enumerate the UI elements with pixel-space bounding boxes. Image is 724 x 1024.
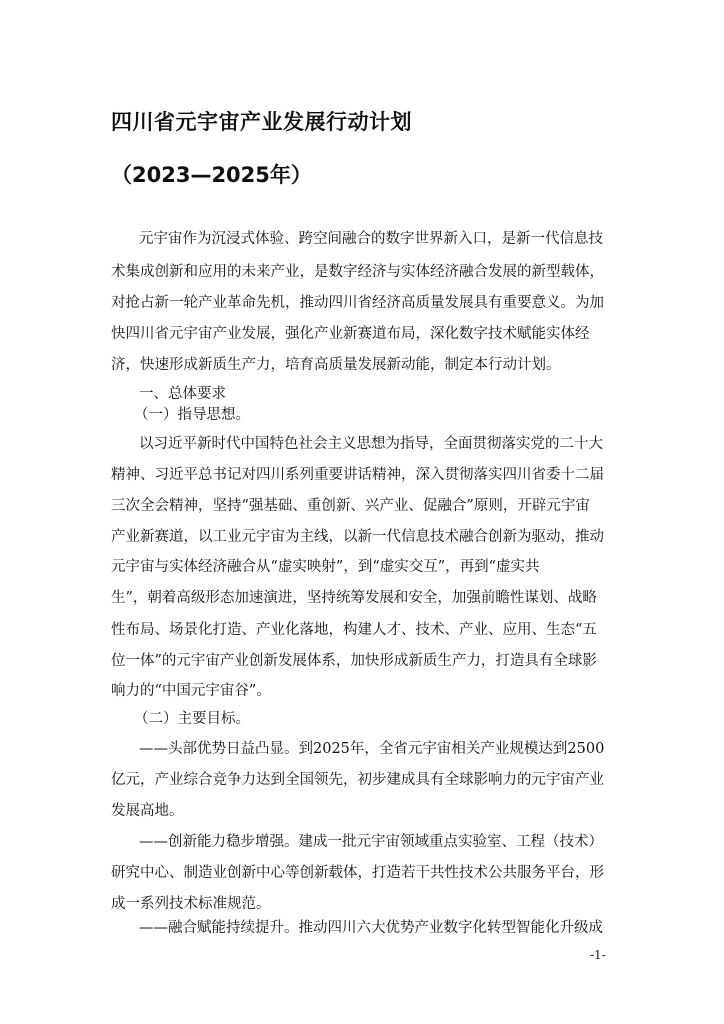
document-subtitle: （2023—2025年） (111, 163, 312, 187)
body-line: 对抢占新一轮产业革命先机，推动四川省经济高质量发展具有重要意义。为加 (111, 295, 604, 311)
body-line: 以习近平新时代中国特色社会主义思想为指导，全面贯彻落实党的二十大 (139, 436, 603, 452)
subsection-heading: （二）主要目标。 (134, 711, 250, 727)
body-line: 济，快速形成新质生产力，培育高质量发展新动能，制定本行动计划。 (111, 357, 561, 373)
section-heading: 一、总体要求 (139, 386, 226, 402)
body-line: ——创新能力稳步增强。建成一批元宇宙领域重点实验室、工程（技术） (139, 834, 603, 850)
body-line: 成一系列技术标准规范。 (111, 896, 271, 912)
body-line: 三次全会精神，坚持“强基础、重创新、兴产业、促融合”原则，开辟元宇宙 (111, 498, 590, 514)
body-line: 位一体”的元宇宙产业创新发展体系，加快形成新质生产力，打造具有全球影 (111, 653, 597, 669)
body-line: 生”，朝着高级形态加速演进，坚持统筹发展和安全，加强前瞻性谋划、战略 (111, 590, 597, 606)
body-line: 响力的“中国元宇宙谷”。 (111, 683, 271, 699)
document-title: 四川省元宇宙产业发展行动计划 (111, 110, 412, 134)
body-line: 元宇宙与实体经济融合从“虚实映射”，到“虚实交互”，再到“虚实共 (111, 559, 540, 575)
body-line: 研究中心、制造业创新中心等创新载体，打造若干共性技术公共服务平台，形 (111, 865, 604, 881)
body-line: ——融合赋能持续提升。推动四川六大优势产业数字化转型智能化升级成 (139, 920, 603, 936)
body-line: ——头部优势日益凸显。到2025年，全省元宇宙相关产业规模达到2500 (139, 741, 605, 757)
page-number: -1- (590, 948, 606, 962)
subsection-heading: （一）指导思想。 (134, 407, 250, 423)
body-line: 快四川省元宇宙产业发展，强化产业新赛道布局，深化数字技术赋能实体经 (111, 326, 590, 342)
body-line: 发展高地。 (111, 803, 184, 819)
body-line: 亿元，产业综合竞争力达到全国领先，初步建成具有全球影响力的元宇宙产业 (111, 772, 604, 788)
body-line: 精神、习近平总书记对四川系列重要讲话精神，深入贯彻落实四川省委十二届 (111, 467, 604, 483)
body-line: 产业新赛道，以工业元宇宙为主线，以新一代信息技术融合创新为驱动，推动 (111, 529, 604, 545)
body-line: 元宇宙作为沉浸式体验、跨空间融合的数字世界新入口，是新一代信息技 (139, 231, 603, 247)
body-line: 性布局、场景化打造、产业化落地，构建人才、技术、产业、应用、生态“五 (111, 622, 597, 638)
body-line: 术集成创新和应用的未来产业，是数字经济与实体经济融合发展的新型载体， (111, 264, 604, 280)
